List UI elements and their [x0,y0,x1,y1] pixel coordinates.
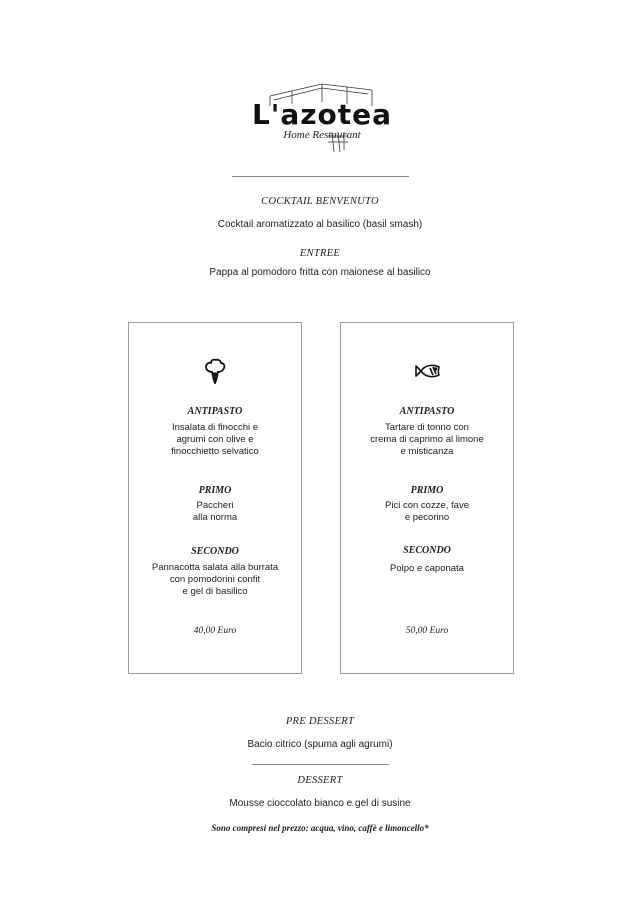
entree-item: Pappa al pomodoro fritta con maionese al basilico [209,267,431,278]
logo-wordmark: L'azotea [251,98,393,131]
secondo-line: Pannacotta salata alla burrata [151,562,279,573]
secondo-line: Polpo e caponata [390,563,464,574]
logo [240,76,404,152]
logo-subtitle: Home Restaurant [283,129,361,141]
primo-heading: PRIMO [198,485,232,496]
secondo-heading: SECONDO [403,545,451,556]
menu-price: 40,00 Euro [193,626,237,636]
pre-dessert-item: Bacio citrico (spuma agli agrumi) [247,739,393,750]
welcome-heading: COCKTAIL BENVENUTO [261,196,379,207]
antipasto-heading: ANTIPASTO [187,406,243,417]
primo-line: e pecorino [404,512,450,523]
antipasto-heading: ANTIPASTO [399,406,455,417]
antipasto-line: Insalata di finocchi e [171,422,259,433]
secondo-heading: SECONDO [191,546,239,557]
dessert-divider [252,764,389,765]
antipasto-line: Tartare di tonno con [385,422,469,433]
menu-card-sea [340,322,514,674]
antipasto-line: agrumi con olive e [176,434,254,445]
dessert-item: Mousse cioccolato bianco e gel di susine [229,798,411,809]
menu-price: 50,00 Euro [405,626,449,636]
secondo-line: con pomodorini confit [169,574,261,585]
primo-line: alla norma [192,512,238,523]
footer-note: Sono compresi nel prezzo: acqua, vino, caffè e limoncello* [211,823,429,833]
entree-heading: ENTREE [299,248,341,259]
welcome-item: Cocktail aromatizzato al basilico (basil smash) [217,219,423,230]
primo-heading: PRIMO [410,485,444,496]
menu-card-land [128,322,302,674]
vegetable-icon [201,357,229,385]
antipasto-line: e misticanza [400,446,454,457]
fish-icon [413,357,441,385]
dessert-heading: DESSERT [297,775,343,786]
pre-dessert-heading: PRE DESSERT [285,716,355,727]
secondo-line: e gel di basilico [182,586,248,597]
primo-line: Paccheri [196,500,234,511]
antipasto-line: crema di caprimo al limone [370,434,484,445]
antipasto-line: finocchietto selvatico [171,446,259,457]
top-divider [232,176,409,177]
primo-line: Pici con cozze, fave [385,500,469,511]
